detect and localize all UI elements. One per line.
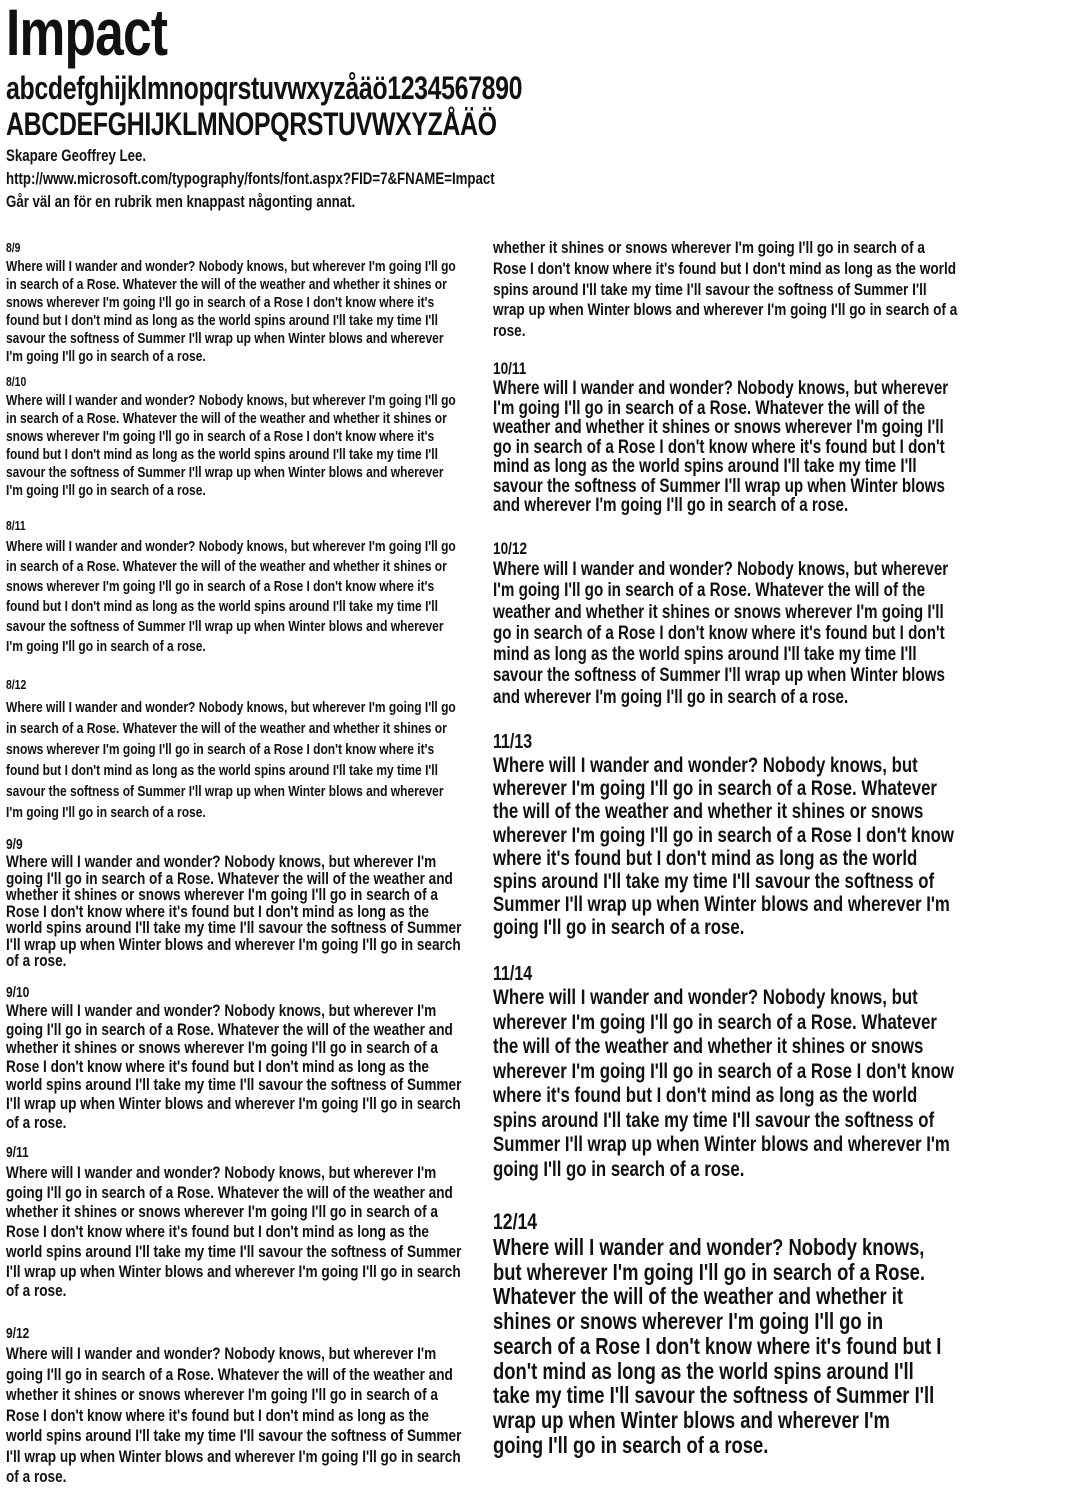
sample-size-label: 9/10 xyxy=(6,984,30,1001)
sample-size-label: 11/13 xyxy=(493,731,533,753)
sample-11-13 xyxy=(493,730,1073,940)
sample-text: Where will I wander and wonder? Nobody knows, but wherever I'm going I'll go in search of a Rose. Whatever the will of the weather and whether it shines or snows wherever I'm going I'll go in search of a Rose I don't know where it's found but I don't mind as long as the world spins around I'll take my time I'll savour the softness of Summer I'll wrap up when Winter blows and wherever I'm going I'll go in search of a rose. xyxy=(493,754,954,940)
lowercase-charset: abcdefghijklmnopqrstuvwxyzåäö1234567890 xyxy=(6,70,523,106)
sample-size-label: 9/9 xyxy=(6,836,23,853)
sample-continued xyxy=(493,238,1078,342)
sample-8-11 xyxy=(6,515,576,657)
sample-size-label: 12/14 xyxy=(493,1209,538,1234)
sample-9-12 xyxy=(6,1323,576,1486)
sample-9-9 xyxy=(6,835,576,970)
sample-10-11 xyxy=(493,359,1065,516)
sample-text: Where will I wander and wonder? Nobody knows, but wherever I'm going I'll go in search of a Rose. Whatever the will of the weather and whether it shines or snows wherever I'm going I'll go in search of a Rose I don't know where it's found but I don't mind as long as the world spins around I'll take my time I'll savour the softness of Summer I'll wrap up when Winter blows and wherever I'm going I'll go in search of a rose. xyxy=(493,986,954,1181)
sample-text: Where will I wander and wonder? Nobody knows, but wherever I'm going I'll go in search of a Rose. Whatever the will of the weather and whether it shines or snows wherever I'm going I'll go in search of a Rose I don't know where it's found but I don't mind as long as the world spins around I'll take my time I'll savour the softness of Summer I'll wrap up when Winter blows and wherever I'm going I'll go in search of a rose. xyxy=(493,1234,942,1458)
font-url: http://www.microsoft.com/typography/fonts/font.aspx?FID=7&FNAME=Impact xyxy=(6,169,495,188)
sample-size-label: 8/9 xyxy=(6,240,21,255)
sample-8-9 xyxy=(6,238,576,366)
sample-10-12 xyxy=(493,538,1065,708)
sample-8-10 xyxy=(6,372,576,500)
sample-text-continued: whether it shines or snows wherever I'm going I'll go in search of a Rose I don't know where it's found but I don't mind as long as the world spins around I'll take my time I'll savour the softness of Summer I'll wrap up when Winter blows and wherever I'm going I'll go in search of a rose. xyxy=(493,238,958,341)
sample-size-label: 8/11 xyxy=(6,518,26,533)
sample-9-10 xyxy=(6,983,576,1132)
sample-size-label: 8/10 xyxy=(6,374,27,389)
sample-size-label: 10/12 xyxy=(493,539,528,558)
sample-text: Where will I wander and wonder? Nobody knows, but wherever I'm going I'll go in search of a Rose. Whatever the will of the weather and whether it shines or snows wherever I'm going I'll go in search of a Rose I don't know where it's found but I don't mind as long as the world spins around I'll take my time I'll savour the softness of Summer I'll wrap up when Winter blows and wherever I'm going I'll go in search of a rose. xyxy=(493,559,949,708)
creator-line: Skapare Geoffrey Lee. xyxy=(6,146,147,165)
sample-12-14 xyxy=(493,1209,1055,1458)
page-title: Impact xyxy=(6,0,168,69)
sample-size-label: 9/11 xyxy=(6,1144,29,1161)
sample-size-label: 11/14 xyxy=(493,963,533,985)
sample-9-11 xyxy=(6,1143,576,1301)
sample-text: Where will I wander and wonder? Nobody knows, but wherever I'm going I'll go in search of a Rose. Whatever the will of the weather and whether it shines or snows wherever I'm going I'll go in search of a Rose I don't know where it's found but I don't mind as long as the world spins around I'll take my time I'll savour the softness of Summer I'll wrap up when Winter blows and wherever I'm going I'll go in search of a rose. xyxy=(6,258,456,365)
sample-text: Where will I wander and wonder? Nobody knows, but wherever I'm going I'll go in search of a Rose. Whatever the will of the weather and whether it shines or snows wherever I'm going I'll go in search of a Rose I don't know where it's found but I don't mind as long as the world spins around I'll take my time I'll savour the softness of Summer I'll wrap up when Winter blows and wherever I'm going I'll go in search of a rose. xyxy=(6,699,456,821)
sample-size-label: 10/11 xyxy=(493,359,527,378)
sample-text: Where will I wander and wonder? Nobody knows, but wherever I'm going I'll go in search of a Rose. Whatever the will of the weather and whether it shines or snows wherever I'm going I'll go in search of a Rose I don't know where it's found but I don't mind as long as the world spins around I'll take my time I'll savour the softness of Summer I'll wrap up when Winter blows and wherever I'm going I'll go in search of a rose. xyxy=(6,392,456,499)
sample-text: Where will I wander and wonder? Nobody knows, but wherever I'm going I'll go in search of a Rose. Whatever the will of the weather and whether it shines or snows wherever I'm going I'll go in search of a Rose I don't know where it's found but I don't mind as long as the world spins around I'll take my time I'll savour the softness of Summer I'll wrap up when Winter blows and wherever I'm going I'll go in search of a rose. xyxy=(6,1001,462,1132)
usage-note: Går väl an för en rubrik men knappast någonting annat. xyxy=(6,192,356,211)
sample-size-label: 8/12 xyxy=(6,677,27,692)
sample-text: Where will I wander and wonder? Nobody knows, but wherever I'm going I'll go in search of a Rose. Whatever the will of the weather and whether it shines or snows wherever I'm going I'll go in search of a Rose I don't know where it's found but I don't mind as long as the world spins around I'll take my time I'll savour the softness of Summer I'll wrap up when Winter blows and wherever I'm going I'll go in search of a rose. xyxy=(6,852,462,970)
sample-size-label: 9/12 xyxy=(6,1325,30,1342)
sample-11-14 xyxy=(493,962,1073,1182)
font-info-header xyxy=(6,70,668,215)
sample-8-12 xyxy=(6,673,576,823)
uppercase-charset: ABCDEFGHIJKLMNOPQRSTUVWXYZÅÄÖ xyxy=(6,106,497,142)
sample-text: Where will I wander and wonder? Nobody knows, but wherever I'm going I'll go in search of a Rose. Whatever the will of the weather and whether it shines or snows wherever I'm going I'll go in search of a Rose I don't know where it's found but I don't mind as long as the world spins around I'll take my time I'll savour the softness of Summer I'll wrap up when Winter blows and wherever I'm going I'll go in search of a rose. xyxy=(493,378,949,516)
sample-text: Where will I wander and wonder? Nobody knows, but wherever I'm going I'll go in search of a Rose. Whatever the will of the weather and whether it shines or snows wherever I'm going I'll go in search of a Rose I don't know where it's found but I don't mind as long as the world spins around I'll take my time I'll savour the softness of Summer I'll wrap up when Winter blows and wherever I'm going I'll go in search of a rose. xyxy=(6,1163,462,1301)
sample-text: Where will I wander and wonder? Nobody knows, but wherever I'm going I'll go in search of a Rose. Whatever the will of the weather and whether it shines or snows wherever I'm going I'll go in search of a Rose I don't know where it's found but I don't mind as long as the world spins around I'll take my time I'll savour the softness of Summer I'll wrap up when Winter blows and wherever I'm going I'll go in search of a rose. xyxy=(6,538,456,655)
sample-text: Where will I wander and wonder? Nobody knows, but wherever I'm going I'll go in search of a Rose. Whatever the will of the weather and whether it shines or snows wherever I'm going I'll go in search of a Rose I don't know where it's found but I don't mind as long as the world spins around I'll take my time I'll savour the softness of Summer I'll wrap up when Winter blows and wherever I'm going I'll go in search of a rose. xyxy=(6,1344,462,1486)
